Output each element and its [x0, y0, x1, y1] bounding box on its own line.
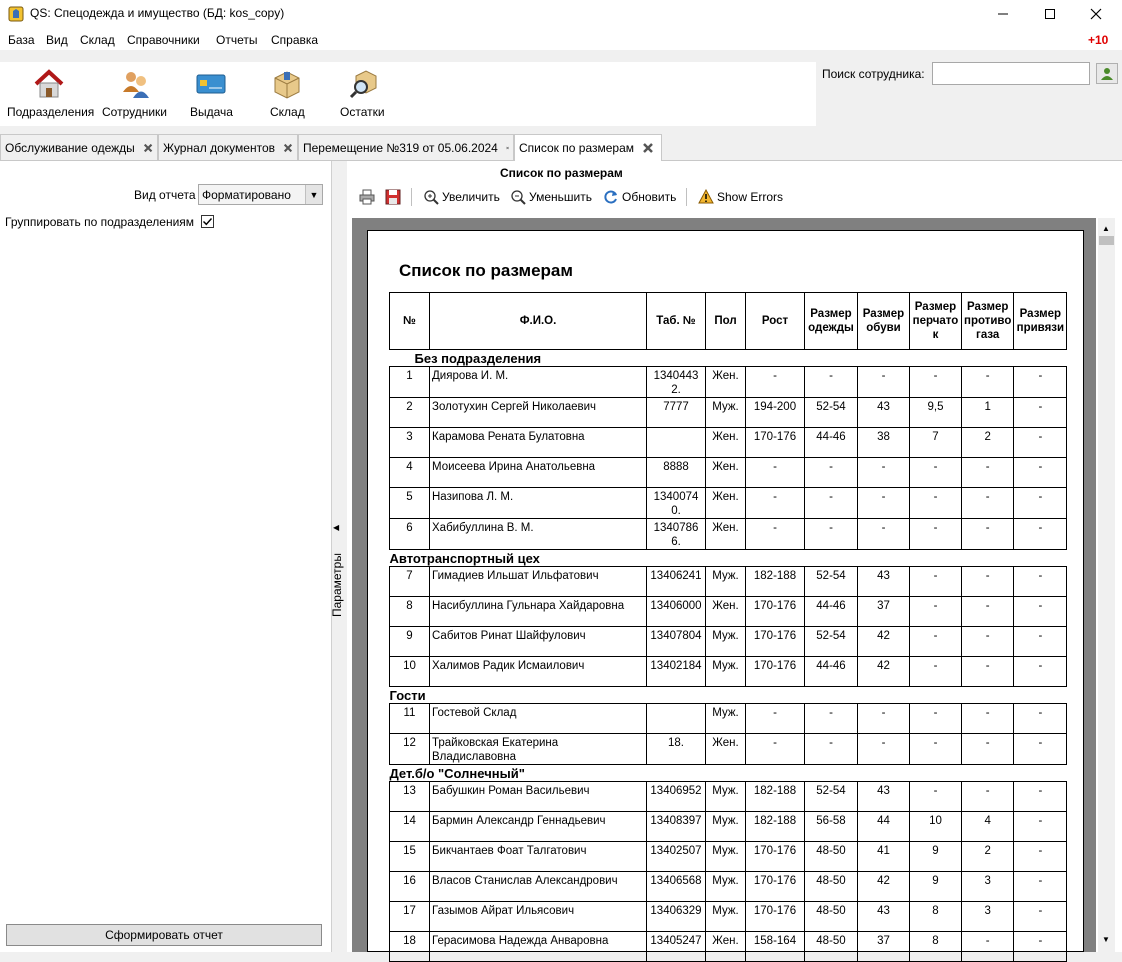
toolbar-issue-button[interactable]: [186, 62, 236, 126]
show-errors-label: Show Errors: [717, 190, 784, 204]
table-cell: 13406329: [647, 902, 706, 932]
table-cell: Диярова И. М.: [430, 367, 647, 398]
toolbar-departments-label: Подразделения: [7, 105, 95, 119]
table-row: [390, 488, 1067, 519]
table-cell: 8: [910, 902, 962, 932]
table-cell: 43: [858, 567, 910, 597]
table-cell: Жен.: [706, 458, 746, 488]
app-icon: [8, 6, 24, 22]
table-cell: -: [910, 367, 962, 398]
card-icon: [195, 68, 227, 100]
table-cell: -: [805, 458, 858, 488]
table-cell: -: [962, 704, 1014, 734]
table-cell: -: [1014, 704, 1067, 734]
column-header: Размер обуви: [858, 293, 910, 350]
menu-warehouse[interactable]: Склад: [80, 33, 115, 47]
group-name: Гости: [390, 687, 1067, 704]
table-cell: 3: [962, 902, 1014, 932]
table-cell: 7: [390, 567, 430, 597]
table-cell: Муж.: [706, 398, 746, 428]
table-row: [390, 597, 1067, 627]
table-cell: 42: [858, 657, 910, 687]
table-cell: -: [1014, 782, 1067, 812]
table-cell: -: [858, 704, 910, 734]
table-cell: -: [1014, 932, 1067, 962]
table-cell: 9,5: [910, 398, 962, 428]
group-name: Дет.б/о "Солнечный": [390, 765, 1067, 782]
table-cell: -: [910, 488, 962, 519]
table-cell: -: [1014, 428, 1067, 458]
table-cell: -: [962, 367, 1014, 398]
table-cell: 5: [390, 488, 430, 519]
table-cell: Муж.: [706, 812, 746, 842]
table-row: [390, 704, 1067, 734]
column-header: №: [390, 293, 430, 350]
table-cell: 15: [390, 842, 430, 872]
close-window-button[interactable]: [1073, 0, 1119, 28]
table-row: [390, 842, 1067, 872]
table-cell: 182-188: [746, 782, 805, 812]
print-button[interactable]: [359, 189, 378, 205]
table-cell: 182-188: [746, 812, 805, 842]
table-cell: Жен.: [706, 597, 746, 627]
table-cell: Трайковская Екатерина Владиславовна: [430, 734, 647, 765]
table-cell: Муж.: [706, 782, 746, 812]
table-cell: Бикчантаев Фоат Талгатович: [430, 842, 647, 872]
column-header: Пол: [706, 293, 746, 350]
table-cell: -: [1014, 812, 1067, 842]
table-cell: 18: [390, 932, 430, 962]
column-header: Таб. №: [647, 293, 706, 350]
table-cell: Муж.: [706, 872, 746, 902]
table-cell: 48-50: [805, 842, 858, 872]
table-cell: -: [910, 704, 962, 734]
table-cell: 37: [858, 597, 910, 627]
search-button[interactable]: [1096, 63, 1118, 84]
table-cell: -: [858, 519, 910, 550]
employee-search-input[interactable]: [932, 62, 1090, 85]
table-cell: 52-54: [805, 398, 858, 428]
zoom-in-label: Увеличить: [442, 190, 500, 204]
table-cell: -: [805, 367, 858, 398]
table-cell: -: [746, 519, 805, 550]
tab-clothing-service[interactable]: [0, 134, 158, 160]
group-row: [390, 350, 1067, 367]
table-cell: -: [962, 458, 1014, 488]
zoom-out-button[interactable]: [510, 189, 592, 205]
tab-label: Список по размерам: [519, 141, 635, 155]
table-cell: 48-50: [805, 932, 858, 962]
zoom-in-icon: [423, 189, 439, 205]
table-cell: -: [1014, 627, 1067, 657]
show-errors-button[interactable]: [698, 189, 783, 205]
table-cell: 13406952: [647, 782, 706, 812]
table-row: [390, 567, 1067, 597]
report-type-select[interactable]: [198, 184, 323, 205]
table-cell: 42: [858, 872, 910, 902]
menu-references[interactable]: Справочники: [127, 33, 200, 47]
table-cell: Муж.: [706, 657, 746, 687]
table-cell: -: [962, 597, 1014, 627]
table-cell: -: [805, 488, 858, 519]
table-cell: 13402184: [647, 657, 706, 687]
table-cell: 41: [858, 842, 910, 872]
table-row: [390, 627, 1067, 657]
warning-icon: [698, 189, 714, 205]
table-cell: Карамова Рената Булатовна: [430, 428, 647, 458]
table-cell: 8888: [647, 458, 706, 488]
table-cell: [647, 704, 706, 734]
table-cell: Жен.: [706, 428, 746, 458]
table-cell: Газымов Айрат Ильясович: [430, 902, 647, 932]
table-cell: 43: [858, 398, 910, 428]
table-cell: 2: [390, 398, 430, 428]
table-cell: 43: [858, 902, 910, 932]
table-cell: 42: [858, 627, 910, 657]
table-cell: 10: [390, 657, 430, 687]
table-cell: 170-176: [746, 627, 805, 657]
tab-size-list[interactable]: [514, 134, 662, 161]
tab-label: Перемещение №319 от 05.06.2024: [303, 140, 498, 155]
toolbar-separator: [411, 188, 412, 206]
table-cell: 1: [962, 398, 1014, 428]
table-cell: 11: [390, 704, 430, 734]
table-cell: -: [962, 782, 1014, 812]
toolbar-departments-button[interactable]: [4, 62, 94, 126]
table-cell: 13407804: [647, 627, 706, 657]
table-cell: 52-54: [805, 782, 858, 812]
column-header: Размер перчато к: [910, 293, 962, 350]
table-cell: 7777: [647, 398, 706, 428]
table-row: [390, 657, 1067, 687]
toolbar-stock-button[interactable]: [336, 62, 392, 126]
table-cell: -: [962, 734, 1014, 765]
table-body: [390, 350, 1067, 962]
table-cell: -: [962, 567, 1014, 597]
table-row: [390, 519, 1067, 550]
table-cell: -: [746, 458, 805, 488]
table-cell: 16: [390, 872, 430, 902]
table-cell: 13406568: [647, 872, 706, 902]
table-cell: Моисеева Ирина Анатольевна: [430, 458, 647, 488]
table-cell: Муж.: [706, 567, 746, 597]
table-cell: Бабушкин Роман Васильевич: [430, 782, 647, 812]
table-cell: 13406000: [647, 597, 706, 627]
table-cell: 13: [390, 782, 430, 812]
table-cell: 37: [858, 932, 910, 962]
table-cell: Хабибуллина В. М.: [430, 519, 647, 550]
table-row: [390, 734, 1067, 765]
table-cell: -: [805, 519, 858, 550]
toolbar-warehouse-button[interactable]: [262, 62, 312, 126]
table-cell: 13400740.: [647, 488, 706, 519]
table-cell: Насибуллина Гульнара Хайдаровна: [430, 597, 647, 627]
toolbar-stock-label: Остатки: [340, 105, 385, 119]
tab-documents-journal[interactable]: [158, 134, 298, 160]
refresh-label: Обновить: [622, 190, 677, 204]
viewer-title: Список по размерам: [500, 166, 623, 180]
table-cell: 182-188: [746, 567, 805, 597]
box-icon: [271, 68, 303, 100]
user-search-icon: [1100, 67, 1114, 81]
table-cell: 44-46: [805, 657, 858, 687]
close-icon[interactable]: [506, 142, 509, 154]
table-cell: [647, 428, 706, 458]
refresh-button[interactable]: [603, 189, 676, 205]
table-header-row: [390, 293, 1067, 350]
table-cell: 38: [858, 428, 910, 458]
table-cell: -: [910, 627, 962, 657]
table-cell: 14: [390, 812, 430, 842]
group-row: [390, 765, 1067, 782]
table-cell: -: [805, 734, 858, 765]
toolbar-separator: [686, 188, 687, 206]
table-cell: 17: [390, 902, 430, 932]
search-label: Поиск сотрудника:: [822, 67, 925, 81]
group-row: [390, 687, 1067, 704]
group-by-departments-checkbox[interactable]: [201, 215, 214, 228]
group-name: Без подразделения: [390, 350, 1067, 367]
table-cell: 194-200: [746, 398, 805, 428]
table-cell: -: [746, 367, 805, 398]
parameters-splitter-label[interactable]: Параметры: [330, 553, 344, 617]
table-row: [390, 428, 1067, 458]
menu-help[interactable]: Справка: [271, 33, 319, 47]
printer-icon: [359, 189, 375, 205]
table-cell: -: [1014, 597, 1067, 627]
table-cell: -: [1014, 488, 1067, 519]
table-row: [390, 367, 1067, 398]
save-button[interactable]: [385, 189, 404, 205]
menu-reports[interactable]: Отчеты: [216, 33, 258, 47]
table-cell: -: [1014, 458, 1067, 488]
table-cell: -: [1014, 902, 1067, 932]
report-type-value: Форматировано: [202, 187, 291, 202]
table-cell: -: [910, 597, 962, 627]
table-cell: -: [746, 704, 805, 734]
table-cell: -: [910, 782, 962, 812]
table-cell: 13405247: [647, 932, 706, 962]
table-cell: -: [962, 627, 1014, 657]
column-header: Размер одежды: [805, 293, 858, 350]
zoom-in-button[interactable]: [423, 189, 500, 205]
table-cell: 13402507: [647, 842, 706, 872]
table-cell: Золотухин Сергей Николаевич: [430, 398, 647, 428]
column-header: Размер привязи: [1014, 293, 1067, 350]
table-cell: 7: [910, 428, 962, 458]
table-cell: 44-46: [805, 428, 858, 458]
menu-base[interactable]: База: [8, 33, 35, 47]
toolbar-employees-label: Сотрудники: [102, 105, 167, 119]
close-icon[interactable]: [283, 142, 293, 154]
table-cell: 170-176: [746, 597, 805, 627]
table-cell: 52-54: [805, 567, 858, 597]
table-cell: 13404432.: [647, 367, 706, 398]
table-cell: 1: [390, 367, 430, 398]
table-cell: 44-46: [805, 597, 858, 627]
close-icon[interactable]: [143, 142, 153, 154]
group-row: [390, 550, 1067, 567]
table-cell: 9: [910, 872, 962, 902]
table-cell: 8: [910, 932, 962, 962]
table-cell: 4: [390, 458, 430, 488]
table-row: [390, 902, 1067, 932]
table-cell: -: [1014, 872, 1067, 902]
table-cell: 10: [910, 812, 962, 842]
table-cell: Халимов Радик Исмаилович: [430, 657, 647, 687]
table-cell: 3: [962, 872, 1014, 902]
table-cell: 170-176: [746, 842, 805, 872]
table-cell: -: [962, 519, 1014, 550]
table-cell: 9: [910, 842, 962, 872]
table-cell: -: [858, 367, 910, 398]
table-cell: 48-50: [805, 902, 858, 932]
toolbar-employees-button[interactable]: [100, 62, 172, 126]
group-name: Автотранспортный цех: [390, 550, 1067, 567]
menu-view[interactable]: Вид: [46, 33, 68, 47]
table-cell: 4: [962, 812, 1014, 842]
report-table: [389, 292, 1067, 962]
table-cell: -: [1014, 734, 1067, 765]
scroll-down-icon[interactable]: ▼: [1102, 935, 1110, 944]
table-cell: 170-176: [746, 428, 805, 458]
parameters-panel: [0, 161, 331, 952]
table-row: [390, 782, 1067, 812]
table-cell: -: [910, 657, 962, 687]
table-cell: Жен.: [706, 734, 746, 765]
table-cell: 13406241: [647, 567, 706, 597]
zoom-out-label: Уменьшить: [529, 190, 592, 204]
table-cell: -: [1014, 842, 1067, 872]
magnifier-box-icon: [348, 68, 380, 100]
table-cell: -: [962, 657, 1014, 687]
scroll-up-icon[interactable]: ▲: [1102, 224, 1110, 233]
table-cell: -: [858, 458, 910, 488]
table-cell: -: [1014, 398, 1067, 428]
table-cell: Бармин Александр Геннадьевич: [430, 812, 647, 842]
table-cell: 12: [390, 734, 430, 765]
chevron-down-icon[interactable]: ▼: [305, 185, 322, 204]
table-cell: 18.: [647, 734, 706, 765]
table-cell: Герасимова Надежда Анваровна: [430, 932, 647, 962]
table-cell: Жен.: [706, 488, 746, 519]
table-cell: 8: [390, 597, 430, 627]
table-cell: 56-58: [805, 812, 858, 842]
table-row: [390, 398, 1067, 428]
table-cell: -: [858, 734, 910, 765]
table-cell: Гостевой Склад: [430, 704, 647, 734]
table-cell: Жен.: [706, 932, 746, 962]
tab-transfer[interactable]: [298, 134, 514, 160]
column-header: Ф.И.О.: [430, 293, 647, 350]
table-cell: -: [1014, 519, 1067, 550]
window-title: QS: Спецодежда и имущество (БД: kos_copy): [30, 6, 285, 20]
table-cell: Назипова Л. М.: [430, 488, 647, 519]
table-cell: -: [1014, 567, 1067, 597]
house-icon: [33, 68, 65, 100]
table-cell: -: [910, 458, 962, 488]
table-cell: -: [805, 704, 858, 734]
tab-label: Журнал документов: [163, 140, 276, 155]
table-row: [390, 812, 1067, 842]
table-row: [390, 932, 1067, 962]
generate-report-button[interactable]: Сформировать отчет: [6, 924, 322, 946]
table-cell: -: [910, 734, 962, 765]
table-cell: Муж.: [706, 902, 746, 932]
toolbar-warehouse-label: Склад: [270, 105, 305, 119]
table-cell: Сабитов Ринат Шайфулович: [430, 627, 647, 657]
table-cell: -: [1014, 367, 1067, 398]
table-cell: 3: [390, 428, 430, 458]
table-cell: -: [858, 488, 910, 519]
table-cell: 13407866.: [647, 519, 706, 550]
table-cell: -: [962, 932, 1014, 962]
zoom-out-icon: [510, 189, 526, 205]
tab-label: Обслуживание одежды: [5, 140, 135, 155]
table-cell: Жен.: [706, 519, 746, 550]
scrollbar-thumb[interactable]: [1099, 236, 1114, 245]
minimize-button[interactable]: [980, 0, 1026, 28]
report-type-label: Вид отчета: [134, 188, 196, 202]
table-cell: 48-50: [805, 872, 858, 902]
table-cell: -: [910, 567, 962, 597]
table-cell: 158-164: [746, 932, 805, 962]
floppy-disk-icon: [385, 189, 401, 205]
table-cell: -: [962, 488, 1014, 519]
table-cell: Гимадиев Ильшат Ильфатович: [430, 567, 647, 597]
group-by-departments-label: Группировать по подразделениям: [5, 215, 195, 229]
table-row: [390, 872, 1067, 902]
close-icon[interactable]: [642, 142, 654, 154]
column-header: Рост: [746, 293, 805, 350]
table-cell: 2: [962, 842, 1014, 872]
table-cell: 43: [858, 782, 910, 812]
column-header: Размер противо газа: [962, 293, 1014, 350]
table-cell: 170-176: [746, 657, 805, 687]
notification-badge[interactable]: +10: [1088, 33, 1109, 47]
table-cell: Жен.: [706, 367, 746, 398]
vertical-scrollbar[interactable]: [1098, 218, 1115, 952]
table-cell: -: [910, 519, 962, 550]
refresh-icon: [603, 189, 619, 205]
table-cell: Муж.: [706, 704, 746, 734]
report-title: Список по размерам: [399, 261, 573, 280]
table-cell: -: [1014, 657, 1067, 687]
checkmark-icon: [202, 216, 213, 227]
table-cell: 9: [390, 627, 430, 657]
collapse-arrow-icon[interactable]: ◀: [333, 523, 340, 532]
table-cell: -: [746, 734, 805, 765]
table-cell: -: [746, 488, 805, 519]
table-cell: Власов Станислав Александрович: [430, 872, 647, 902]
people-icon: [120, 68, 152, 100]
table-cell: 52-54: [805, 627, 858, 657]
table-cell: 13408397: [647, 812, 706, 842]
table-cell: Муж.: [706, 627, 746, 657]
maximize-button[interactable]: [1027, 0, 1073, 28]
table-row: [390, 458, 1067, 488]
table-cell: 2: [962, 428, 1014, 458]
table-cell: 170-176: [746, 902, 805, 932]
toolbar-issue-label: Выдача: [190, 105, 233, 119]
table-cell: Муж.: [706, 842, 746, 872]
table-cell: 44: [858, 812, 910, 842]
table-cell: 170-176: [746, 872, 805, 902]
table-cell: 6: [390, 519, 430, 550]
